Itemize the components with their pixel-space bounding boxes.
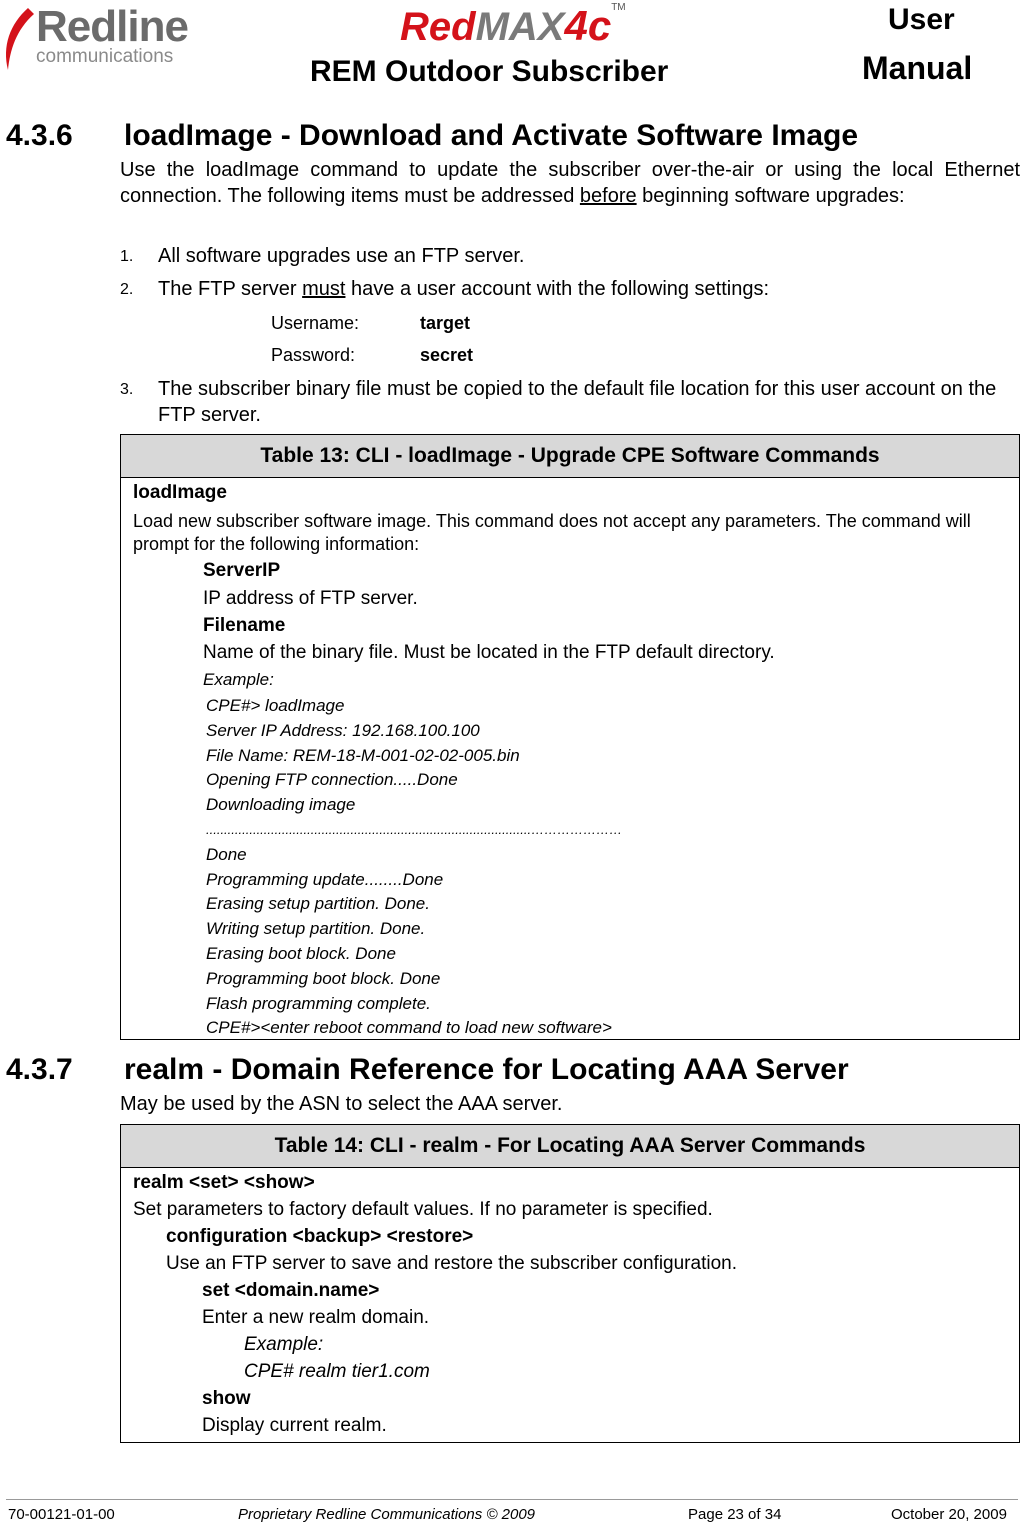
logo-tm: TM: [611, 2, 626, 13]
footer-divider: [6, 1499, 1018, 1500]
username-label: Username:: [271, 313, 360, 333]
header-manual: Manual: [862, 50, 973, 86]
example-line: Writing setup partition. Done.: [206, 919, 426, 939]
example-line: Opening FTP connection.....Done: [206, 770, 458, 790]
table-body: [121, 478, 1020, 1040]
table-body: [121, 1168, 1020, 1443]
table-caption: Table 13: CLI - loadImage - Upgrade CPE Software Commands: [121, 435, 1020, 478]
list-item-number: 2.: [120, 281, 134, 298]
example-line: CPE#> loadImage: [206, 696, 345, 715]
footer-copyright: Proprietary Redline Communications © 2009: [238, 1506, 536, 1523]
password-label: Password:: [271, 345, 356, 365]
footer-page: Page 23 of 34: [688, 1506, 782, 1523]
example-line: Programming update........Done: [206, 869, 444, 889]
example-line: Flash programming complete.: [206, 993, 431, 1013]
logo-left-sub: communications: [36, 46, 174, 67]
command-name: loadImage: [133, 482, 227, 503]
set-description: Enter a new realm domain.: [202, 1307, 430, 1328]
list-item-text-b: have a user account with the following settings:: [345, 278, 770, 300]
example-line: Erasing setup partition. Done.: [206, 894, 430, 914]
section-title: loadImage - Download and Activate Software Image: [124, 119, 859, 152]
section-intro: May be used by the ASN to select the AAA server.: [120, 1093, 563, 1115]
logo-left-name: Redline: [36, 2, 188, 51]
header-user: User: [888, 3, 955, 36]
list-item-number: 3.: [120, 381, 134, 398]
param-description: IP address of FTP server.: [203, 588, 418, 609]
example-line: Done: [206, 844, 247, 864]
logo-max: MAX: [475, 5, 565, 49]
example-line: Downloading image: [206, 795, 356, 815]
command-description: Set parameters to factory default values. If no parameter is specified.: [133, 1199, 713, 1220]
list-item: [158, 276, 769, 302]
table-caption: Table 14: CLI - realm - For Locating AAA Server Commands: [121, 1125, 1020, 1168]
example-line: ..........................................................................................…………………: [206, 821, 623, 837]
subcommand-name: configuration <backup> <restore>: [166, 1226, 474, 1247]
command-description: Load new subscriber software image. This command does not accept any parameters. The command will prompt for the following information:: [133, 511, 971, 554]
redmax-logo: [400, 2, 670, 50]
example-line: Server IP Address: 192.168.100.100: [206, 720, 480, 740]
footer-date: October 20, 2009: [891, 1506, 1007, 1523]
example-line: CPE#><enter reboot command to load new software>: [206, 1018, 612, 1038]
example-label: Example:: [203, 670, 274, 689]
list-item-number: 1.: [120, 248, 134, 265]
example-line: CPE# realm tier1.com: [244, 1361, 430, 1382]
footer-doc-id: 70-00121-01-00: [8, 1506, 115, 1523]
list-item: The subscriber binary file must be copied to the default file location for this user account on the FTP server.: [158, 378, 997, 426]
example-label: Example:: [244, 1334, 324, 1355]
example-block: [206, 694, 622, 1041]
section-number: 4.3.6: [6, 119, 73, 152]
intro-text-a: Use the loadImage command to update the subscriber over-the-air or using the local Ethernet connection. The following items must be addressed: [120, 159, 1020, 207]
section-number: 4.3.7: [6, 1053, 73, 1086]
example-line: Erasing boot block. Done: [206, 943, 396, 963]
table-14: [120, 1124, 1020, 1443]
section-heading-437: [6, 1053, 1006, 1089]
list-item: All software upgrades use an FTP server.: [158, 245, 525, 267]
logo-red: Red: [400, 5, 476, 49]
example-line: File Name: REM-18-M-001-02-02-005.bin: [206, 745, 520, 765]
logo-4c: 4c: [564, 2, 612, 49]
redline-logo: [0, 2, 200, 72]
header-subtitle: REM Outdoor Subscriber: [310, 55, 669, 88]
subcommand-description: Use an FTP server to save and restore the subscriber configuration.: [166, 1253, 737, 1274]
list-item-text-a: The FTP server: [158, 278, 303, 300]
redline-swoosh-icon: [0, 6, 36, 72]
section-heading-436: [6, 119, 1006, 155]
param-description: Name of the binary file. Must be located in the FTP default directory.: [203, 642, 775, 663]
set-command: set <domain.name>: [202, 1280, 380, 1301]
section-title: realm - Domain Reference for Locating AAA Server: [124, 1053, 849, 1086]
password-value: secret: [420, 345, 474, 365]
param-name: ServerIP: [203, 560, 281, 581]
command-name: realm <set> <show>: [133, 1172, 315, 1193]
show-description: Display current realm.: [202, 1415, 387, 1436]
intro-underline: before: [579, 185, 637, 207]
example-line: Programming boot block. Done: [206, 968, 441, 988]
param-name: Filename: [203, 615, 286, 636]
show-command: show: [202, 1388, 251, 1409]
section-intro: [120, 157, 1020, 209]
intro-text-b: beginning software upgrades:: [636, 185, 905, 207]
table-13: [120, 434, 1020, 1040]
list-item-underline: must: [302, 278, 346, 300]
username-value: target: [420, 313, 471, 333]
